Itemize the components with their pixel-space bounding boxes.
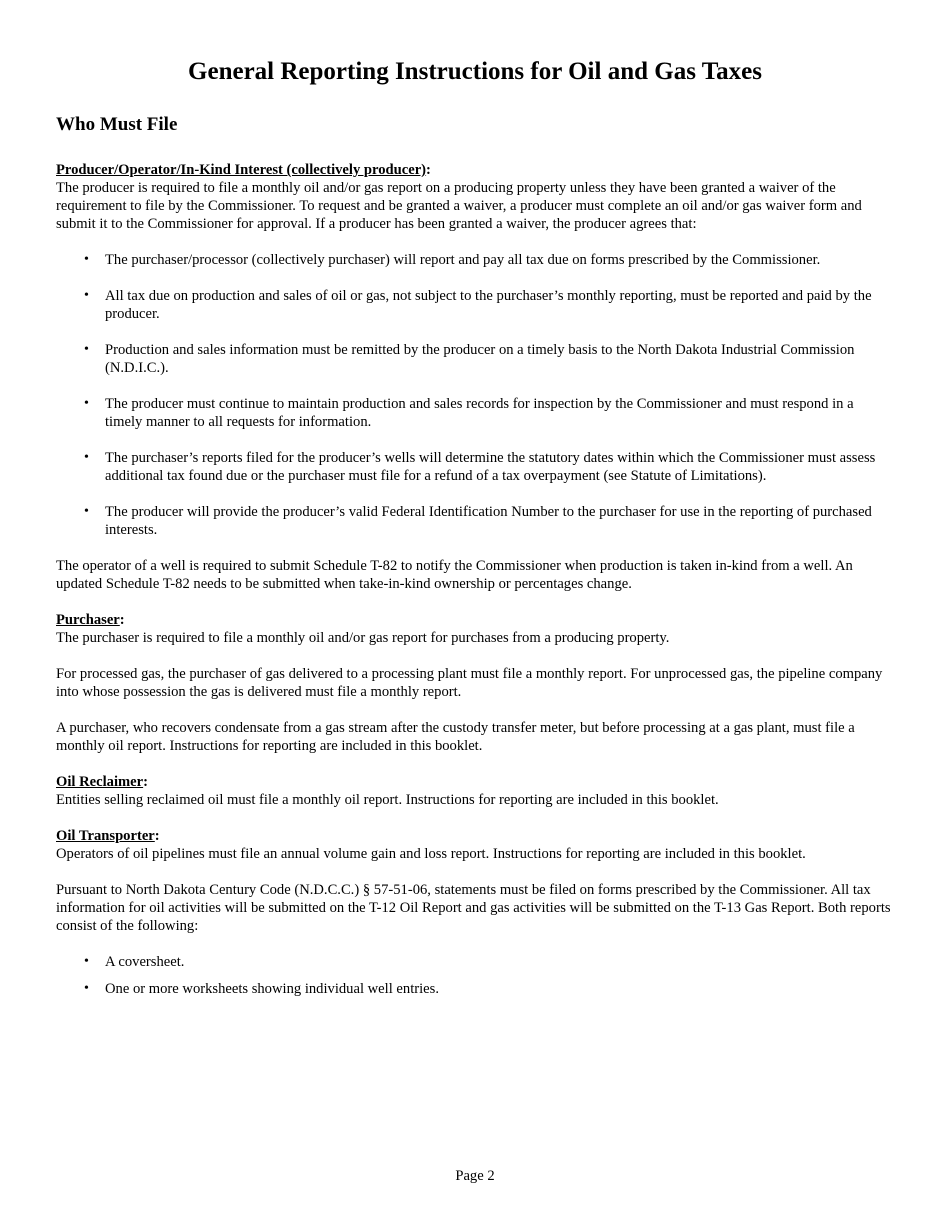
list-item: • The purchaser/processor (collectively purchaser) will report and pay all tax due on forms prescribed by the Commissioner. [84,252,821,268]
reclaimer-heading-text: Oil Reclaimer [56,774,144,790]
bullet-icon: • [84,252,89,267]
bullet-icon: • [84,396,89,411]
list-item: • Production and sales information must be remitted by the producer on a timely basis to the North Dakota Industrial Commission (N.D.I.C.). [84,342,855,376]
producer-heading [56,161,894,179]
list-item: • The producer will provide the producer’s valid Federal Identification Number to the purchaser for use in the reporting of purchased interests. [84,504,872,538]
purchaser-paragraph: For processed gas, the purchaser of gas delivered to a processing plant must file a monthly report. For unprocessed gas, the pipeline company into whose possession the gas is delivered must file a monthly report. [56,666,883,700]
page-number: Page 2 [455,1168,495,1184]
reclaimer-text: Entities selling reclaimed oil must file a monthly oil report. Instructions for reporting are included in this booklet. [56,792,719,808]
bullet-icon: • [84,342,89,357]
report-components-list [56,953,894,998]
list-item: • The producer must continue to maintain production and sales records for inspection by the Commissioner and must respond in a timely manner to all requests for information. [84,396,854,430]
transporter-heading-text: Oil Transporter [56,828,155,844]
reclaimer-heading [56,773,894,791]
bullet-icon: • [84,981,89,996]
page-title: General Reporting Instructions for Oil and Gas Taxes [188,58,762,85]
section-heading: Who Must File [56,114,178,135]
bullet-icon: • [84,954,89,969]
purchaser-heading-text: Purchaser [56,612,120,628]
purchaser-paragraph: The purchaser is required to file a monthly oil and/or gas report for purchases from a producing property. [56,630,670,646]
producer-heading-text: Producer/Operator/In-Kind Interest (collectively producer) [56,162,427,178]
bullet-icon: • [84,288,89,303]
list-item: • A coversheet. [84,954,185,970]
list-item: • The purchaser’s reports filed for the producer’s wells will determine the statutory dates within which the Commissioner must assess additional tax found due or the purchaser must file for a refund of a tax overpayment (see Statute of Limitations). [84,450,876,484]
statute-paragraph: Pursuant to North Dakota Century Code (N.D.C.C.) § 57-51-06, statements must be filed on forms prescribed by the Commissioner. All tax information for oil activities will be submitted on the T-12 Oil Report and gas activities will be submitted on the T-13 Gas Report. Both reports consist of the following: [56,882,891,934]
reclaimer-heading-colon: : [143,774,148,790]
transporter-heading [56,827,894,845]
list-item: • All tax due on production and sales of oil or gas, not subject to the purchaser’s monthly reporting, must be reported and paid by the producer. [84,288,872,322]
producer-waiver-list [56,251,894,539]
producer-heading-colon: : [426,162,431,178]
transporter-text: Operators of oil pipelines must file an annual volume gain and loss report. Instructions for reporting are included in this booklet. [56,846,806,862]
purchaser-paragraph: A purchaser, who recovers condensate from a gas stream after the custody transfer meter, but before processing at a gas plant, must file a monthly oil report. Instructions for reporting are included in this booklet. [56,720,855,754]
list-item: • One or more worksheets showing individual well entries. [84,981,439,997]
transporter-heading-colon: : [154,828,160,844]
bullet-icon: • [84,504,89,519]
purchaser-heading [56,611,894,629]
producer-intro: The producer is required to file a monthly oil and/or gas report on a producing property unless they have been granted a waiver of the requirement to file by the Commissioner. To request and be granted a waiver, a producer must complete an oil and/or gas waiver form and submit it to the Commissioner for approval. If a producer has been granted a waiver, the producer agrees that: [56,180,862,232]
content-flow [56,161,894,1007]
producer-closing: The operator of a well is required to submit Schedule T-82 to notify the Commissioner when production is taken in-kind from a well. An updated Schedule T-82 needs to be submitted when take-in-kind ownership or percentages change. [56,558,853,592]
bullet-icon: • [84,450,89,465]
purchaser-heading-colon: : [119,612,125,628]
